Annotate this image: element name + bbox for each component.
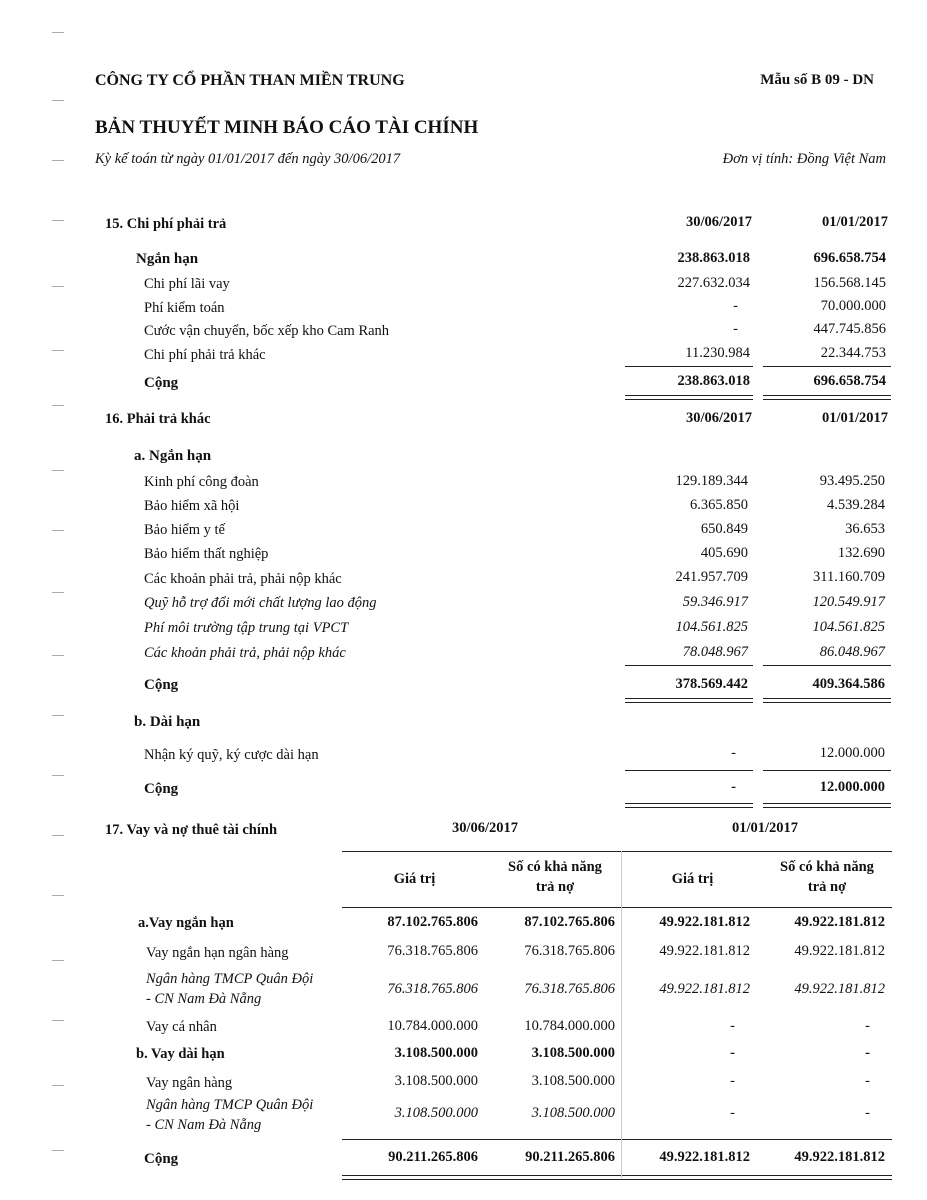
s17-col-value-1: Giá trị (393, 871, 436, 887)
list-item-value: 650.849 (700, 521, 748, 537)
list-item-value: 36.653 (845, 521, 885, 537)
list-item-label: Kinh phí công đoàn (144, 474, 259, 490)
list-item-value: 227.632.034 (677, 275, 750, 291)
s17-total-cell: 49.922.181.812 (659, 1149, 750, 1165)
margin-mark (52, 32, 64, 33)
table-cell: 10.784.000.000 (387, 1018, 478, 1034)
list-item-value: 78.048.967 (682, 644, 748, 660)
s16-col-date-1: 30/06/2017 (685, 410, 752, 426)
margin-mark (52, 895, 64, 896)
s16-col-date-2: 01/01/2017 (821, 410, 888, 426)
list-item-value: 447.745.856 (813, 321, 886, 337)
table-cell: 87.102.765.806 (524, 914, 615, 930)
list-item-value: 405.690 (700, 545, 748, 561)
table-cell: 49.922.181.812 (659, 943, 750, 959)
list-item-value: 241.957.709 (675, 569, 748, 585)
s16-a-total-value-1: 378.569.442 (675, 676, 748, 692)
list-item-value: 4.539.284 (827, 497, 885, 513)
s16-a-total-label: Cộng (144, 677, 179, 693)
margin-mark (52, 470, 64, 471)
s16-b-label: b. Dài hạn (134, 714, 201, 730)
list-item-label: Các khoản phải trả, phải nộp khác (144, 645, 346, 661)
list-item-value: 6.365.850 (690, 497, 748, 513)
s15-total-value-1: 238.863.018 (677, 373, 750, 389)
table-row-label-line2: - CN Nam Đà Nẵng (146, 1117, 262, 1133)
list-item-value: 311.160.709 (813, 569, 885, 585)
table-row-label: Vay cá nhân (146, 1019, 217, 1035)
s16-a-total-value-2: 409.364.586 (812, 676, 885, 692)
subtotal-rule (625, 770, 753, 771)
list-item-value: - (733, 321, 738, 337)
margin-mark (52, 530, 64, 531)
table-cell: - (730, 1073, 735, 1089)
table-cell: - (865, 1073, 870, 1089)
s16-b-total-value-2: 12.000.000 (819, 779, 885, 795)
list-item-label: Bảo hiểm y tế (144, 522, 225, 538)
s17-total-cell: 49.922.181.812 (794, 1149, 885, 1165)
currency-unit: Đơn vị tính: Đồng Việt Nam (722, 151, 886, 167)
table-cell: 49.922.181.812 (794, 981, 885, 997)
list-item-value: 132.690 (837, 545, 885, 561)
subtotal-rule (763, 665, 891, 666)
list-item-value: - (733, 298, 738, 314)
list-item-label: Nhận ký quỹ, ký cược dài hạn (144, 747, 319, 763)
table-cell: 3.108.500.000 (394, 1105, 478, 1121)
margin-mark (52, 1085, 64, 1086)
s16-b-total-value-1: - (731, 779, 736, 795)
list-item-value: - (731, 745, 736, 761)
margin-mark (52, 100, 64, 101)
table-row-label-line1: Ngân hàng TMCP Quân Đội (146, 1097, 314, 1113)
s15-group-value-1: 238.863.018 (677, 250, 750, 266)
s15-total-label: Cộng (144, 375, 179, 391)
total-double-rule (625, 395, 753, 400)
s17-col-value-2: Giá trị (671, 871, 714, 887)
s17-col-repay-1b: trả nợ (535, 879, 575, 895)
list-item-value: 93.495.250 (819, 473, 885, 489)
list-item-label: Bảo hiểm thất nghiệp (144, 546, 269, 562)
column-divider (621, 851, 622, 1178)
table-row-label: a.Vay ngắn hạn (138, 915, 234, 931)
table-cell: 87.102.765.806 (387, 914, 478, 930)
table-row-label: Vay ngân hàng (146, 1075, 233, 1091)
table-cell: - (865, 1045, 870, 1061)
table-cell: - (730, 1018, 735, 1034)
margin-mark (52, 715, 64, 716)
list-item-value: 86.048.967 (819, 644, 885, 660)
list-item-label: Phí kiểm toán (144, 300, 225, 316)
table-cell: - (730, 1105, 735, 1121)
margin-mark (52, 960, 64, 961)
company-name: CÔNG TY CỔ PHẦN THAN MIỀN TRUNG (95, 72, 405, 89)
s16-b-total-label: Cộng (144, 781, 179, 797)
list-item-value: 59.346.917 (682, 594, 748, 610)
table-cell: 3.108.500.000 (394, 1073, 478, 1089)
table-cell: 76.318.765.806 (524, 943, 615, 959)
margin-mark (52, 655, 64, 656)
list-item-value: 11.230.984 (685, 345, 750, 361)
reporting-period: Kỳ kế toán từ ngày 01/01/2017 đến ngày 30/06/2017 (95, 151, 401, 167)
section-15-title: 15. Chi phí phải trả (105, 216, 227, 232)
total-double-rule (763, 803, 891, 808)
section-17-title: 17. Vay và nợ thuê tài chính (105, 822, 278, 838)
s17-col-repay-2b: trả nợ (807, 879, 847, 895)
table-cell: 76.318.765.806 (387, 943, 478, 959)
table-cell: 3.108.500.000 (394, 1045, 478, 1061)
list-item-value: 70.000.000 (820, 298, 886, 314)
margin-mark (52, 1150, 64, 1151)
table-cell: 49.922.181.812 (794, 914, 885, 930)
table-total-top-rule (342, 1139, 892, 1140)
list-item-value: 104.561.825 (675, 619, 748, 635)
margin-mark (52, 286, 64, 287)
table-cell: - (865, 1105, 870, 1121)
subtotal-rule (625, 366, 753, 367)
margin-mark (52, 220, 64, 221)
table-row-label-line1: Ngân hàng TMCP Quân Đội (146, 971, 314, 987)
list-item-value: 129.189.344 (675, 473, 748, 489)
table-cell: 49.922.181.812 (659, 981, 750, 997)
table-row-label: Vay ngắn hạn ngân hàng (146, 945, 289, 961)
table-header-top-rule (342, 851, 892, 852)
table-cell: 3.108.500.000 (531, 1045, 615, 1061)
list-item-label: Các khoản phải trả, phải nộp khác (144, 571, 342, 587)
s15-group-value-2: 696.658.754 (813, 250, 886, 266)
s17-date-1: 30/06/2017 (451, 820, 519, 836)
s17-date-2: 01/01/2017 (731, 820, 799, 836)
margin-mark (52, 775, 64, 776)
subtotal-rule (763, 366, 891, 367)
table-header-bottom-rule (342, 907, 892, 908)
s16-a-label: a. Ngắn hạn (134, 448, 212, 464)
list-item-label: Phí môi trường tập trung tại VPCT (144, 620, 349, 636)
list-item-value: 12.000.000 (819, 745, 885, 761)
total-double-rule (625, 803, 753, 808)
list-item-label: Cước vận chuyển, bốc xếp kho Cam Ranh (144, 323, 390, 339)
margin-mark (52, 835, 64, 836)
table-cell: 76.318.765.806 (387, 981, 478, 997)
table-cell: - (865, 1018, 870, 1034)
margin-mark (52, 405, 64, 406)
s15-col-date-2: 01/01/2017 (821, 214, 888, 230)
table-total-double-rule (342, 1175, 892, 1180)
margin-mark (52, 592, 64, 593)
section-16-title: 16. Phải trả khác (105, 411, 211, 427)
table-cell: 3.108.500.000 (531, 1073, 615, 1089)
table-row-label: b. Vay dài hạn (136, 1046, 225, 1062)
s17-total-cell: 90.211.265.806 (525, 1149, 615, 1165)
list-item-label: Quỹ hỗ trợ đổi mới chất lượng lao động (144, 595, 377, 611)
list-item-value: 120.549.917 (812, 594, 885, 610)
subtotal-rule (625, 665, 753, 666)
document-title: BẢN THUYẾT MINH BÁO CÁO TÀI CHÍNH (95, 117, 479, 138)
table-cell: 76.318.765.806 (524, 981, 615, 997)
margin-mark (52, 350, 64, 351)
table-cell: 49.922.181.812 (659, 914, 750, 930)
s17-total-label: Cộng (144, 1151, 179, 1167)
table-cell: 10.784.000.000 (524, 1018, 615, 1034)
s15-col-date-1: 30/06/2017 (685, 214, 752, 230)
list-item-value: 156.568.145 (813, 275, 886, 291)
list-item-label: Chi phí phải trả khác (144, 347, 266, 363)
total-double-rule (763, 698, 891, 703)
list-item-label: Chi phí lãi vay (144, 276, 230, 292)
list-item-value: 22.344.753 (820, 345, 886, 361)
margin-mark (52, 1020, 64, 1021)
table-cell: - (730, 1045, 735, 1061)
table-row-label-line2: - CN Nam Đà Nẵng (146, 991, 262, 1007)
form-code: Mẫu số B 09 - DN (760, 72, 874, 88)
list-item-value: 104.561.825 (812, 619, 885, 635)
margin-mark (52, 160, 64, 161)
table-cell: 3.108.500.000 (531, 1105, 615, 1121)
subtotal-rule (763, 770, 891, 771)
s17-col-repay-1a: Số có khả năng (508, 859, 602, 875)
s17-total-cell: 90.211.265.806 (388, 1149, 478, 1165)
table-cell: 49.922.181.812 (794, 943, 885, 959)
s15-total-value-2: 696.658.754 (813, 373, 886, 389)
total-double-rule (625, 698, 753, 703)
list-item-label: Bảo hiểm xã hội (144, 498, 240, 514)
total-double-rule (763, 395, 891, 400)
s17-col-repay-2a: Số có khả năng (780, 859, 874, 875)
s15-group-label: Ngắn hạn (136, 251, 199, 267)
